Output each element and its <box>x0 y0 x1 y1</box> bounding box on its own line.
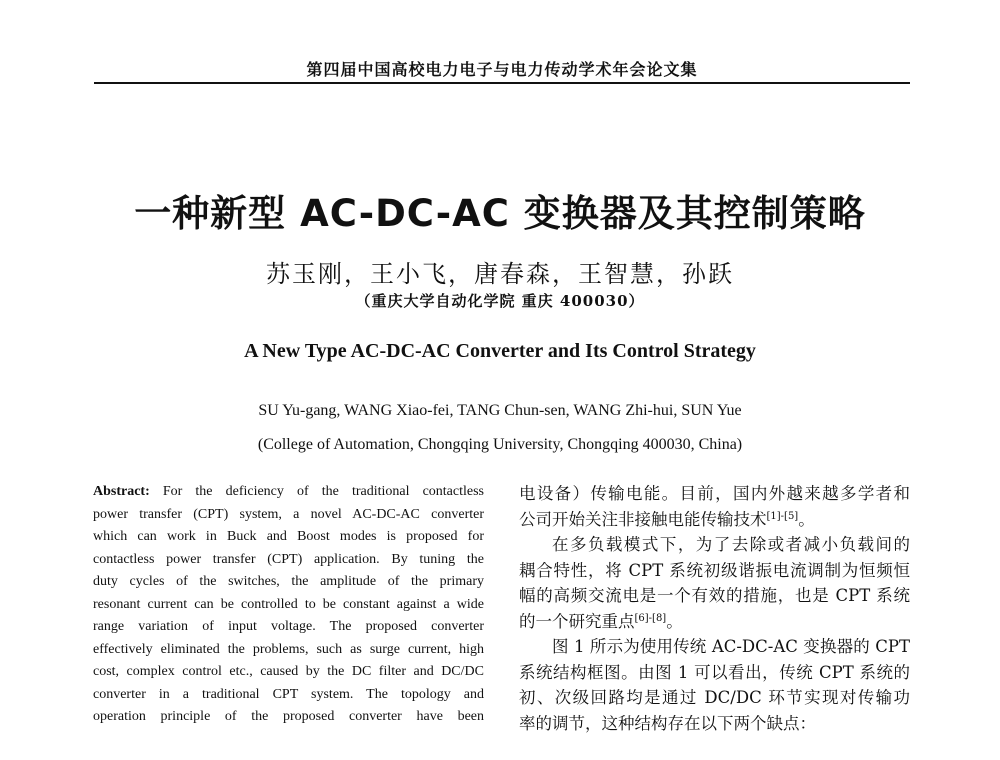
affiliation-en: (College of Automation, Chongqing University, Chongqing 400030, China) <box>257 436 743 453</box>
body-line: 率的调节，这种结构存在以下两个缺点： <box>519 713 816 733</box>
abstract-label: Abstract: <box>93 484 150 499</box>
body-line <box>519 507 910 533</box>
abstract-line: which can work in Buck and Boost modes is proposed for <box>93 529 484 544</box>
abstract-line: converter in a traditional CPT system. The topology and <box>93 686 484 702</box>
abstract-text: For the deficiency of the traditional contactless <box>162 484 484 499</box>
body-line: 耦合特性，将 CPT 系统初级谐振电流调制为恒频恒 <box>519 560 910 580</box>
abstract-line: duty cycles of the switches, the amplitude of the primary <box>93 574 484 589</box>
body-line <box>519 609 910 635</box>
body-text: 公司开始关注非接触电能传输技术 <box>519 509 767 529</box>
body-text: 的一个研究重点 <box>519 611 635 631</box>
abstract-line: power transfer (CPT) system, a novel AC-DC-AC converter <box>93 506 484 522</box>
body-text: 。 <box>666 611 683 631</box>
abstract-line: range variation of input voltage. The proposed converter <box>93 619 484 634</box>
body-column-right <box>519 481 910 736</box>
body-line: 幅的高频交流电是一个有效的措施，也是 CPT 系统 <box>519 586 910 605</box>
abstract-line: cost, complex control etc., caused by the DC filter and DC/DC <box>93 664 484 679</box>
running-header: 第四届中国高校电力电子与电力传动学术年会论文集 <box>306 60 698 79</box>
authors-cn: 苏玉刚，王小飞，唐春森，王智慧，孙跃 <box>266 260 734 288</box>
body-text: 。 <box>798 509 815 529</box>
abstract-line: effectively eliminated the problems, such as surge current, high <box>93 641 484 657</box>
authors-en: SU Yu-gang, WANG Xiao-fei, TANG Chun-sen, WANG Zhi-hui, SUN Yue <box>258 402 742 419</box>
citation-ref: [1]-[5] <box>766 510 799 522</box>
abstract-line: contactless power transfer (CPT) application. By tuning the <box>93 551 484 567</box>
citation-ref: [6]-[8] <box>634 612 667 624</box>
body-line: 在多负载模式下，为了去除或者减小负载间的 <box>552 535 910 554</box>
abstract-column <box>93 481 484 729</box>
abstract-line: resonant current can be controlled to be constant against a wide <box>93 596 484 612</box>
body-line: 电设备）传输电能。目前，国内外越来越多学者和 <box>519 484 910 503</box>
affiliation-cn: （重庆大学自动化学院 重庆 400030） <box>355 292 645 310</box>
paper-title-en: A New Type AC-DC-AC Converter and Its Control Strategy <box>244 340 756 362</box>
body-line: 系统结构框图。由图 1 可以看出，传统 CPT 系统的 <box>519 662 910 682</box>
abstract-line: operation principle of the proposed converter have been <box>93 709 484 724</box>
abstract-line <box>93 481 484 504</box>
header-rule <box>94 82 910 84</box>
paper-title-cn: 一种新型 AC-DC-AC 变换器及其控制策略 <box>134 192 866 235</box>
body-line: 初、次级回路均是通过 DC/DC 环节实现对传输功 <box>519 688 910 707</box>
body-line: 图 1 所示为使用传统 AC-DC-AC 变换器的 CPT <box>552 637 910 656</box>
